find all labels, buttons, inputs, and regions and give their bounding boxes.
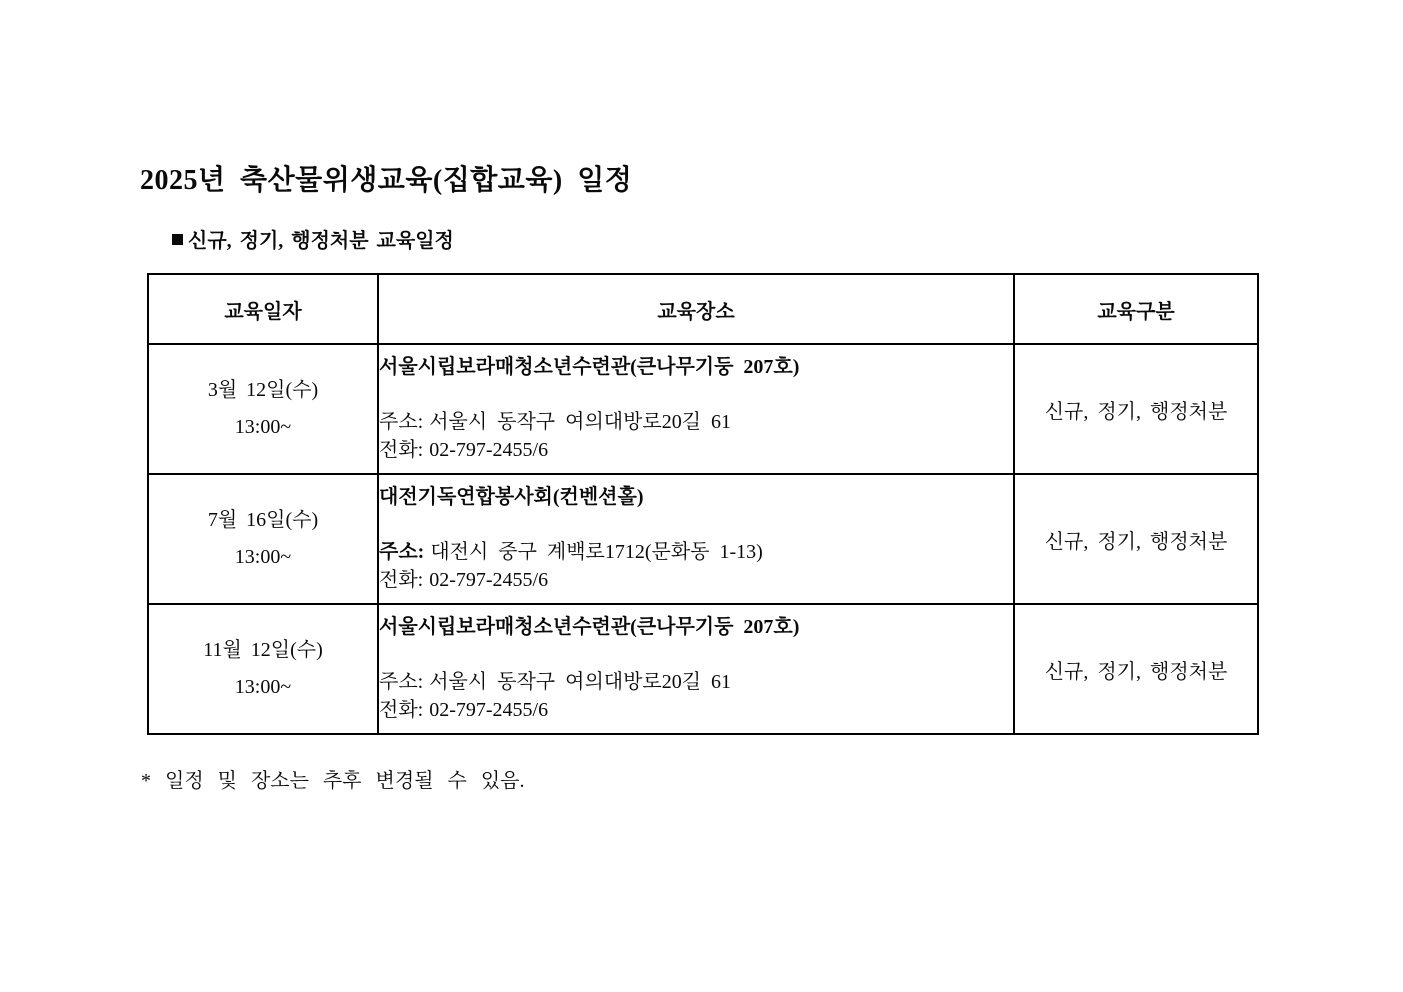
date-text: 11월 12일(수) — [203, 639, 323, 661]
table-row — [148, 604, 1258, 734]
phone-value: 02-797-2455/6 — [429, 439, 549, 461]
section-heading — [172, 224, 454, 253]
date-cell — [148, 474, 378, 604]
venue-name: 서울시립보라매청소년수련관(큰나무기둥 207호) — [379, 356, 800, 378]
time-text: 13:00~ — [234, 416, 292, 438]
phone-line — [379, 696, 1013, 724]
venue-cell — [378, 474, 1014, 604]
phone-label: 전화: — [379, 699, 424, 721]
venue-cell — [378, 604, 1014, 734]
category-cell: 신규, 정기, 행정처분 — [1014, 474, 1258, 604]
date-text: 7월 16일(수) — [207, 509, 319, 531]
phone-value: 02-797-2455/6 — [429, 699, 549, 721]
address-line — [379, 538, 1013, 566]
category-cell: 신규, 정기, 행정처분 — [1014, 604, 1258, 734]
date-cell — [148, 604, 378, 734]
table-row — [148, 474, 1258, 604]
phone-value: 02-797-2455/6 — [429, 569, 549, 591]
education-schedule-table — [147, 273, 1259, 735]
address-line — [379, 408, 1013, 436]
date-cell — [148, 344, 378, 474]
phone-line — [379, 566, 1013, 594]
time-text: 13:00~ — [234, 676, 292, 698]
page-title: 2025년 축산물위생교육(집합교육) 일정 — [140, 165, 633, 196]
venue-cell — [378, 344, 1014, 474]
category-cell: 신규, 정기, 행정처분 — [1014, 344, 1258, 474]
venue-details — [379, 538, 1013, 594]
table-header-row — [148, 274, 1258, 344]
header-cell-venue: 교육장소 — [378, 274, 1014, 344]
time-text: 13:00~ — [234, 546, 292, 568]
phone-label: 전화: — [379, 569, 424, 591]
address-label: 주소: — [379, 671, 424, 693]
venue-name: 서울시립보라매청소년수련관(큰나무기둥 207호) — [379, 616, 800, 638]
venue-details — [379, 668, 1013, 724]
square-bullet-icon — [172, 234, 183, 245]
section-heading-label: 신규, 정기, 행정처분 교육일정 — [188, 230, 454, 252]
date-text: 3월 12일(수) — [207, 379, 319, 401]
address-value: 서울시 동작구 여의대방로20길 61 — [429, 411, 732, 433]
address-label: 주소: — [379, 411, 424, 433]
venue-name: 대전기독연합봉사회(컨벤션홀) — [379, 486, 644, 508]
phone-label: 전화: — [379, 439, 424, 461]
address-line — [379, 668, 1013, 696]
header-cell-date: 교육일자 — [148, 274, 378, 344]
phone-line — [379, 436, 1013, 464]
table-row — [148, 344, 1258, 474]
address-label: 주소: — [379, 541, 425, 563]
address-value: 대전시 중구 계백로1712(문화동 1-13) — [430, 541, 763, 563]
address-value: 서울시 동작구 여의대방로20길 61 — [429, 671, 732, 693]
venue-details — [379, 408, 1013, 464]
header-cell-category: 교육구분 — [1014, 274, 1258, 344]
footnote: * 일정 및 장소는 추후 변경될 수 있음. — [141, 770, 525, 792]
